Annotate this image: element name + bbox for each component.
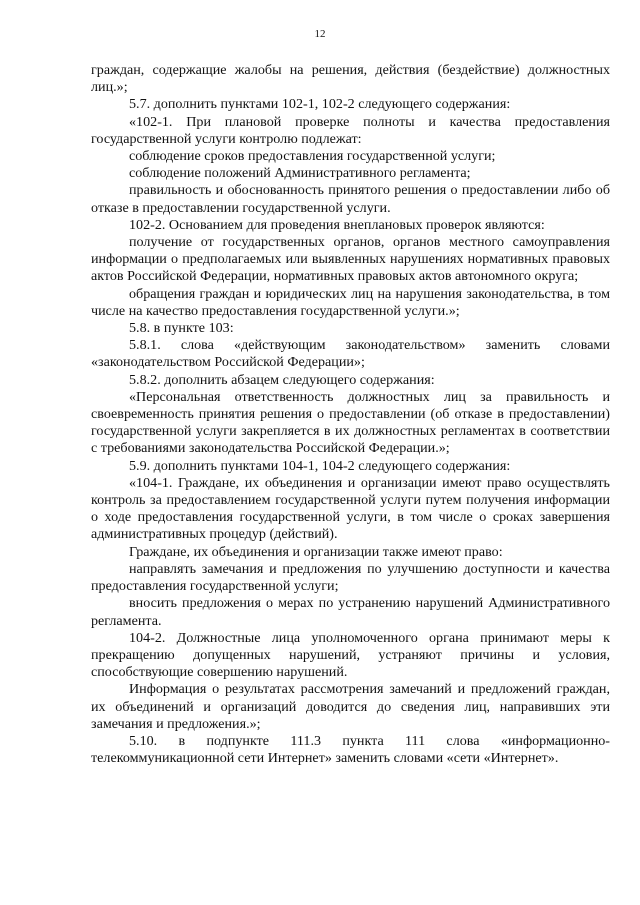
paragraph-right-remarks: направлять замечания и предложения по улучшению доступности и качества предоставления государственной услуги;	[91, 560, 610, 595]
paragraph-item-5-10: 5.10. в подпункте 111.3 пункта 111 слова «информационно-телекоммуникационной сети Интернет» заменить словами «сети «Интернет».	[91, 732, 610, 767]
paragraph-continuation: граждан, содержащие жалобы на решения, действия (бездействие) должностных лиц.»;	[91, 62, 610, 96]
paragraph-item-104-2: 104-2. Должностные лица уполномоченного органа принимают меры к прекращению допущенных нарушений, устраняют причины и условия, способствующие совершению нарушений.	[91, 629, 610, 681]
paragraph-item-5-8: 5.8. в пункте 103:	[129, 320, 234, 337]
paragraph-grounds-appeals: обращения граждан и юридических лиц на нарушения законодательства, в том числе на качество предоставления государственной услуги.»;	[91, 285, 610, 319]
paragraph-grounds-information: получение от государственных органов, органов местного самоуправления информации о предполагаемых или выявленных нарушениях нормативных правовых актов Российской Федерации, нормативных правовых актов автономного округа;	[91, 234, 610, 285]
paragraph-control-regulation: соблюдение положений Административного регламента;	[129, 165, 471, 182]
paragraph-control-decision: правильность и обоснованность принятого решения о предоставлении либо об отказе в предоставлении государственной услуги.	[91, 182, 610, 216]
document-body	[91, 62, 610, 767]
paragraph-citizens-rights: Граждане, их объединения и организации также имеют право:	[129, 543, 503, 560]
paragraph-review-results: Информация о результатах рассмотрения замечаний и предложений граждан, их объединений и организаций доводится до сведения лиц, направивших эти замечания и предложения.»;	[91, 681, 610, 732]
paragraph-item-5-8-1: 5.8.1. слова «действующим законодательством» заменить словами «законодательством Российской Федерации»;	[91, 337, 610, 371]
paragraph-personal-responsibility: «Персональная ответственность должностных лиц за правильность и своевременность принятия решения о предоставлении (об отказе в предоставлении) государственной услуги закрепляется в их должностных регламентах в соответствии с требованиями законодательства Российской Федерации.»;	[91, 388, 610, 457]
paragraph-right-proposals: вносить предложения о мерах по устранению нарушений Административного регламента.	[91, 595, 610, 629]
paragraph-item-5-7: 5.7. дополнить пунктами 102-1, 102-2 следующего содержания:	[129, 96, 511, 113]
paragraph-item-102-1: «102-1. При плановой проверке полноты и качества предоставления государственной услуги контролю подлежат:	[91, 113, 610, 147]
page-number: 12	[314, 28, 326, 40]
paragraph-control-deadlines: соблюдение сроков предоставления государственной услуги;	[129, 148, 496, 165]
paragraph-item-5-8-2: 5.8.2. дополнить абзацем следующего содержания:	[129, 371, 435, 388]
paragraph-item-102-2: 102-2. Основанием для проведения внеплановых проверок являются:	[129, 216, 545, 233]
paragraph-item-104-1: «104-1. Граждане, их объединения и организации имеют право осуществлять контроль за предоставлением государственной услуги путем получения информации о ходе предоставления государственной услуги, в том числе о сроках завершения административных процедур (действий).	[91, 474, 610, 543]
paragraph-item-5-9: 5.9. дополнить пунктами 104-1, 104-2 следующего содержания:	[129, 457, 511, 474]
